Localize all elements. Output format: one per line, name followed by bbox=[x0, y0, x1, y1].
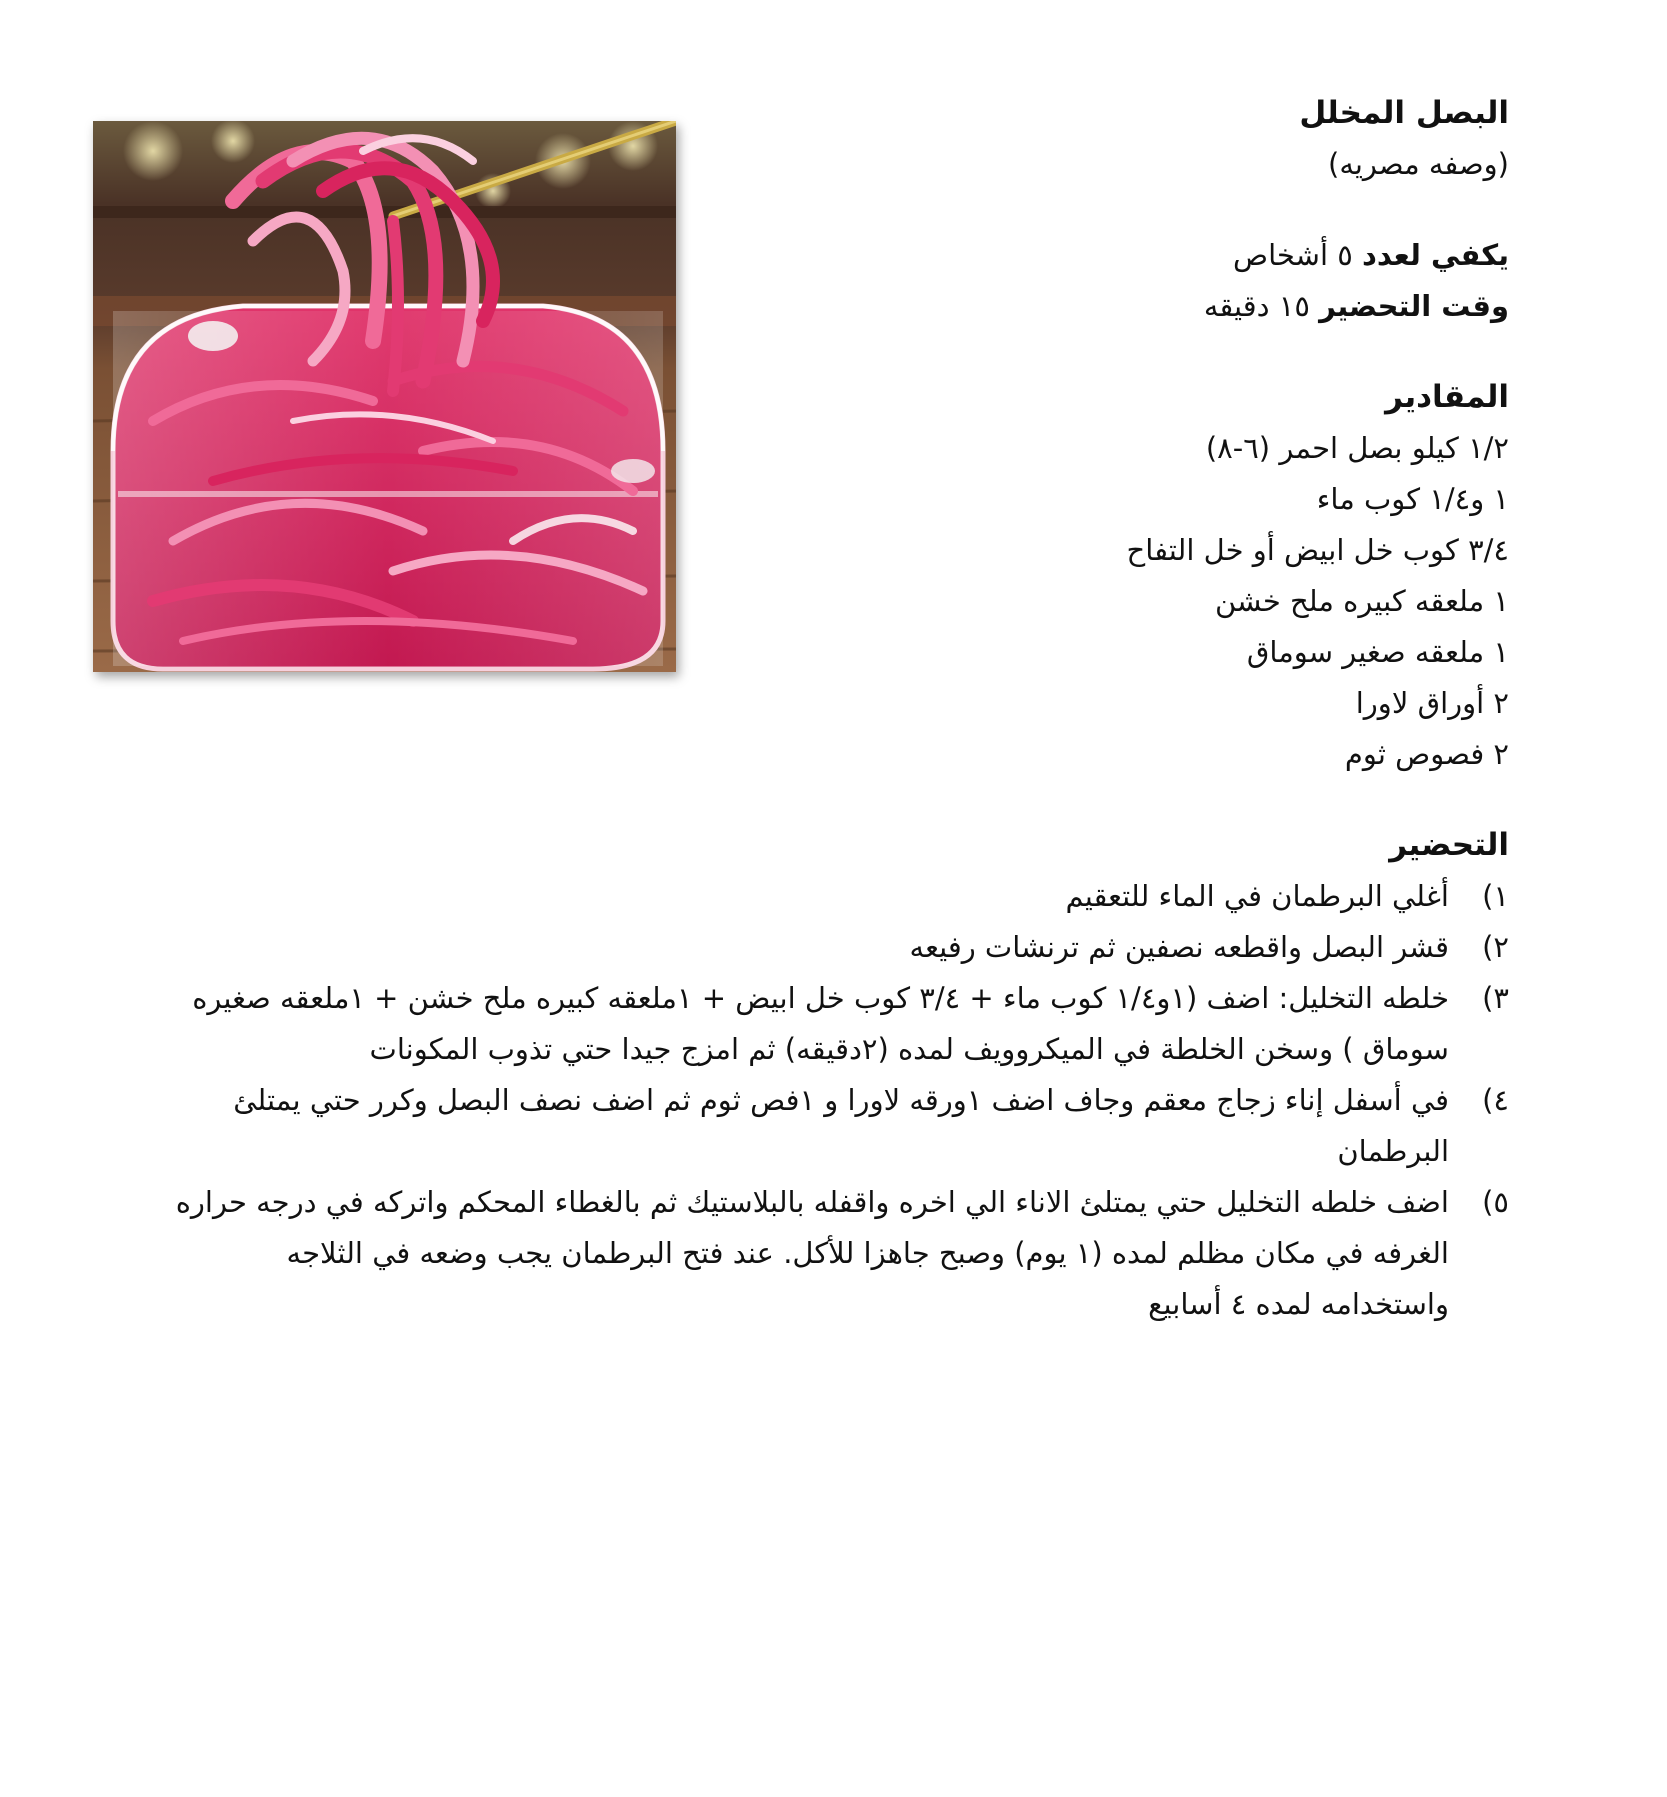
step-text: في أسفل إناء زجاج معقم وجاف اضف ١ورقه لاورا و ١فص ثوم ثم اضف نصف البصل وكرر حتي يمتلئ البرطمان bbox=[233, 1083, 1449, 1168]
ingredient-item: ١ ملعقه صغير سوماق bbox=[1246, 635, 1509, 669]
spacer bbox=[129, 780, 1509, 820]
ingredient-item: ٣/٤ كوب خل ابيض أو خل التفاح bbox=[1126, 533, 1509, 567]
step-number: ٥) bbox=[1482, 1185, 1509, 1219]
step-number: ٣) bbox=[1482, 981, 1509, 1015]
step-number: ٤) bbox=[1482, 1083, 1509, 1117]
ingredient-item: ١ و١/٤ كوب ماء bbox=[1316, 482, 1509, 516]
ingredients-heading: المقادير bbox=[1385, 379, 1509, 415]
prep-time-label: وقت التحضير bbox=[1319, 289, 1509, 323]
step-text: اضف خلطه التخليل حتي يمتلئ الاناء الي اخره واقفله بالبلاستيك ثم بالغطاء المحكم واتركه في درجه حراره الغرفه في مكان مظلم لمده (١ يوم) وصبح جاهزا للأكل. عند فتح البرطمان يجب وضعه في الثلاجه واستخدامه لمده ٤ أسابيع bbox=[175, 1185, 1449, 1321]
method-step bbox=[159, 1177, 1509, 1330]
method-steps bbox=[129, 871, 1509, 1330]
ingredient-item: ١/٢ كيلو بصل احمر (٦-٨) bbox=[1205, 431, 1509, 465]
ingredient-item: ١ ملعقه كبيره ملح خشن bbox=[1214, 584, 1509, 618]
step-number: ٢) bbox=[1482, 930, 1509, 964]
method-step bbox=[159, 973, 1509, 1075]
serves-line bbox=[129, 230, 1509, 281]
ingredient-item: ٢ فصوص ثوم bbox=[1344, 737, 1509, 771]
step-text: خلطه التخليل: اضف (١و١/٤ كوب ماء + ٣/٤ كوب خل ابيض + ١ملعقه كبيره ملح خشن + ١ملعقه صغيره سوماق ) وسخن الخلطة في الميكروويف لمده (٢دقيقه) ثم امزج جيدا حتي تذوب المكونات bbox=[192, 981, 1449, 1066]
prep-time-value: ١٥ دقيقه bbox=[1203, 289, 1310, 323]
recipe-title: البصل المخلل bbox=[1299, 95, 1509, 131]
serves-value: ٥ أشخاص bbox=[1233, 238, 1353, 272]
step-text: أغلي البرطمان في الماء للتعقيم bbox=[1065, 879, 1449, 913]
prep-time-line bbox=[129, 281, 1509, 332]
spacer bbox=[129, 332, 1509, 372]
method-step bbox=[159, 871, 1509, 922]
step-number: ١) bbox=[1482, 879, 1509, 913]
ingredient-item: ٢ أوراق لاورا bbox=[1355, 686, 1509, 720]
method-heading: التحضير bbox=[1389, 827, 1509, 863]
step-text: قشر البصل واقطعه نصفين ثم ترنشات رفيعه bbox=[909, 930, 1449, 964]
spacer bbox=[129, 190, 1509, 230]
method-step bbox=[159, 922, 1509, 973]
method-step bbox=[159, 1075, 1509, 1177]
recipe-subtitle: (وصفه مصريه) bbox=[1328, 147, 1509, 181]
serves-label: يكفي لعدد bbox=[1362, 238, 1509, 272]
recipe-text bbox=[129, 88, 1509, 1330]
